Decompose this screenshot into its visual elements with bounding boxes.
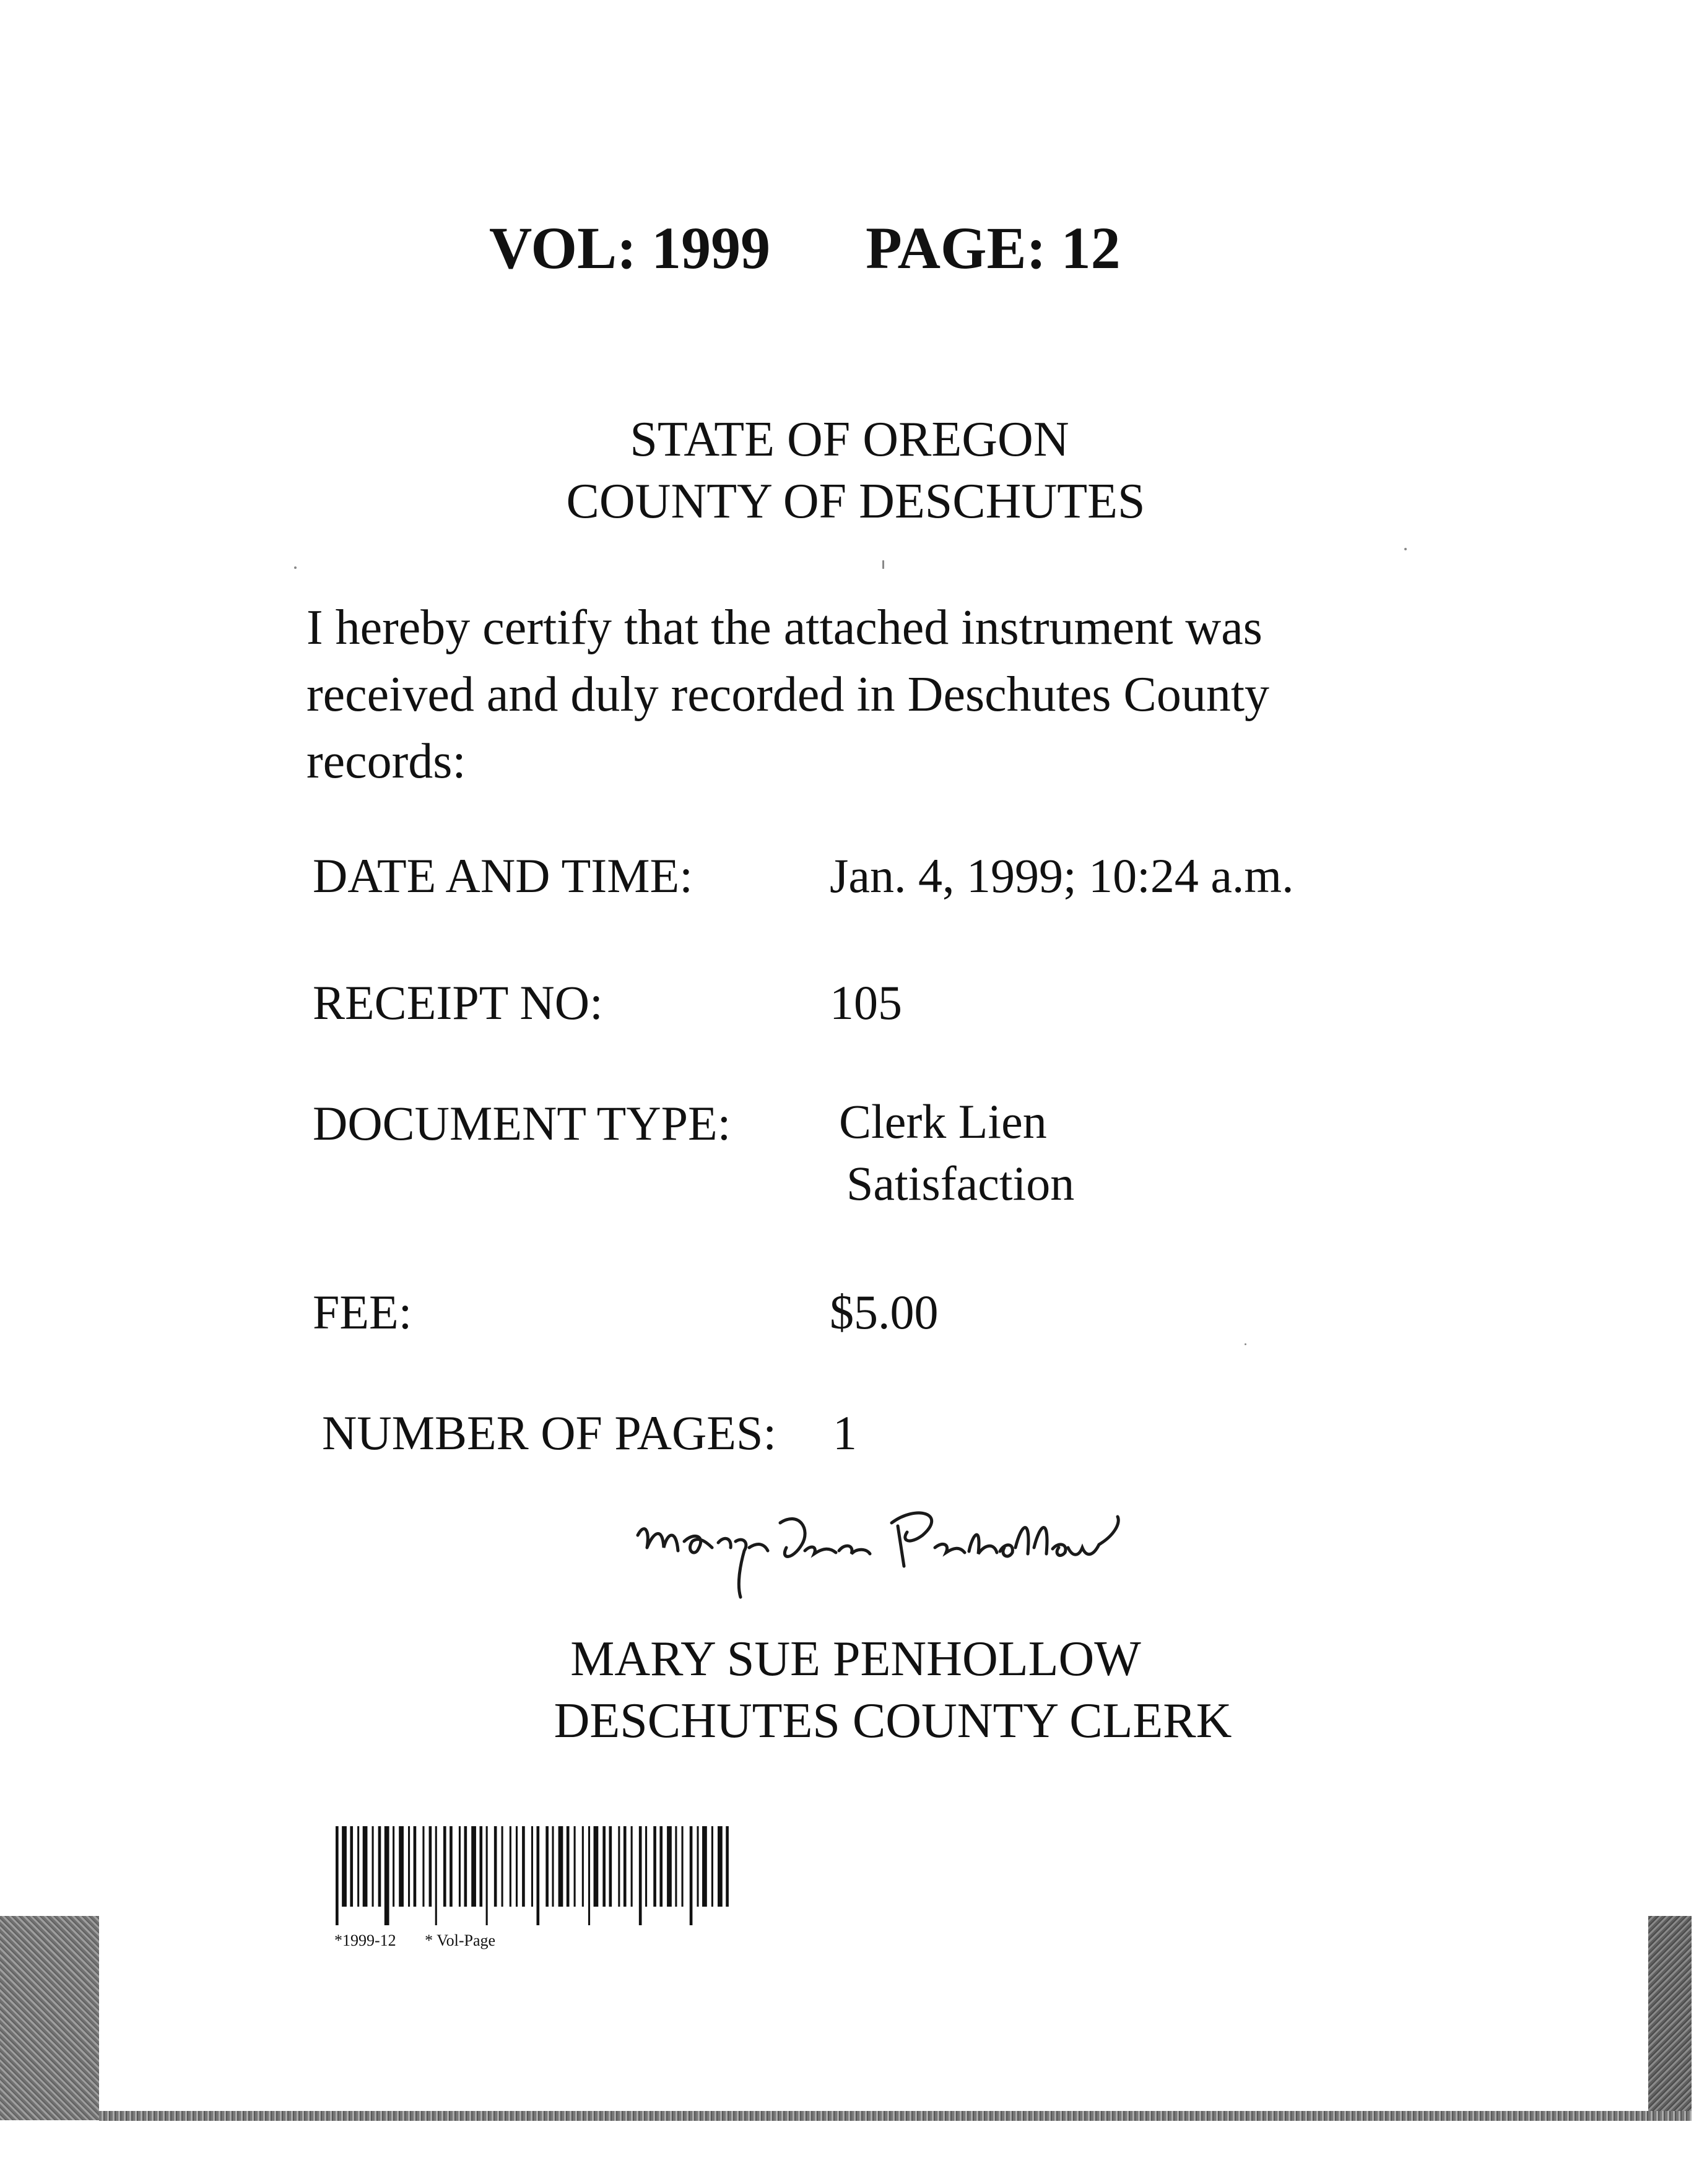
barcode-bar [675,1826,677,1907]
barcode-bar [645,1826,647,1907]
clerk-signature [625,1498,1170,1622]
barcode-bar [602,1826,606,1907]
barcode-caption [334,1931,495,1950]
scan-artifact-bottom [99,2111,1692,2121]
barcode-bar [422,1826,424,1907]
number-of-pages-value: 1 [833,1406,857,1460]
barcode-bar [639,1826,642,1925]
barcode-bar [435,1826,437,1925]
fee-label: FEE: [313,1285,412,1339]
page-number-label: PAGE: 12 [866,215,1121,281]
barcode-bar [399,1826,404,1907]
certification-statement [306,594,1359,795]
barcode-id: *1999-12 [334,1931,396,1949]
barcode-bar [690,1826,693,1925]
volume-label: VOL: 1999 [489,215,771,281]
certification-line: records: [306,734,466,789]
date-time-label: DATE AND TIME: [313,849,693,903]
barcode-bar [545,1826,549,1907]
barcode-bar [350,1826,353,1907]
scan-speck [1245,1343,1246,1345]
clerk-name: MARY SUE PENHOLLOW [570,1632,1141,1686]
barcode-bar [510,1826,511,1907]
barcode-bar [378,1826,381,1907]
barcode-bar [363,1826,368,1907]
barcode-bar [494,1826,497,1907]
barcode-bar [631,1826,633,1907]
barcode-bar [502,1826,503,1907]
barcode-bar [450,1826,453,1907]
barcode-bar [429,1826,432,1907]
barcode-bar [459,1826,461,1907]
scan-artifact-right [1648,1916,1692,2120]
barcode-bar [336,1826,339,1925]
document-type-value-line: Clerk Lien [839,1094,1047,1148]
scan-artifact-left [0,1916,99,2120]
number-of-pages-row [322,1405,857,1461]
barcode [333,1826,897,1925]
volume-page-header [489,214,1121,282]
certification-line: received and duly recorded in Deschutes County [306,667,1270,722]
barcode-bar [558,1826,563,1907]
barcode-bar [697,1826,698,1907]
document-type-value [839,1091,1074,1215]
barcode-type: * Vol-Page [425,1931,496,1949]
receipt-value: 105 [830,976,902,1029]
barcode-bar [414,1826,417,1907]
barcode-bar [667,1826,672,1907]
barcode-bar [516,1826,518,1907]
barcode-bar [711,1826,713,1907]
barcode-bar [682,1826,684,1907]
barcode-bar [702,1826,707,1907]
barcode-bar [567,1826,570,1907]
fee-row [313,1285,939,1340]
barcode-bar [342,1826,347,1907]
date-time-row [313,848,1294,904]
barcode-bar [443,1826,446,1907]
date-time-value: Jan. 4, 1999; 10:24 a.m. [830,849,1294,903]
document-type-value-line: Satisfaction [846,1156,1075,1210]
state-name: STATE OF OREGON [630,412,1069,467]
barcode-bar [531,1826,533,1907]
barcode-bar [537,1826,540,1925]
document-type-label: DOCUMENT TYPE: [313,1096,731,1150]
number-of-pages-label: NUMBER OF PAGES: [322,1406,776,1460]
barcode-bar [385,1826,389,1925]
receipt-label: RECEIPT NO: [313,976,603,1029]
barcode-bar [372,1826,374,1907]
barcode-bar [653,1826,656,1907]
jurisdiction-block [0,409,1699,532]
document-type-row [313,1094,1075,1210]
barcode-bar [588,1826,590,1925]
barcode-bar [479,1826,482,1907]
barcode-bar [357,1826,359,1907]
barcode-bar [594,1826,599,1907]
barcode-bar [471,1826,476,1907]
fee-value: $5.00 [830,1285,939,1339]
barcode-bar [726,1826,729,1907]
barcode-bar [552,1826,554,1907]
scan-speck [1404,548,1407,550]
barcode-bar [618,1826,620,1907]
barcode-bar [393,1826,394,1907]
scan-speck [882,560,884,569]
scan-speck [294,566,297,569]
receipt-row [313,975,902,1031]
barcode-bar [718,1826,723,1907]
barcode-bar [464,1826,467,1907]
barcode-bar [574,1826,576,1907]
barcode-bar [408,1826,410,1907]
barcode-bar [659,1826,663,1907]
county-name: COUNTY OF DESCHUTES [566,474,1145,529]
barcode-bar [624,1826,627,1907]
clerk-title: DESCHUTES COUNTY CLERK [554,1694,1232,1748]
clerk-block [0,1628,1699,1752]
barcode-bar [609,1826,612,1907]
certification-line: I hereby certify that the attached instrument was [306,600,1262,655]
barcode-bar [582,1826,584,1907]
barcode-bar [522,1826,525,1907]
barcode-bar [486,1826,488,1925]
